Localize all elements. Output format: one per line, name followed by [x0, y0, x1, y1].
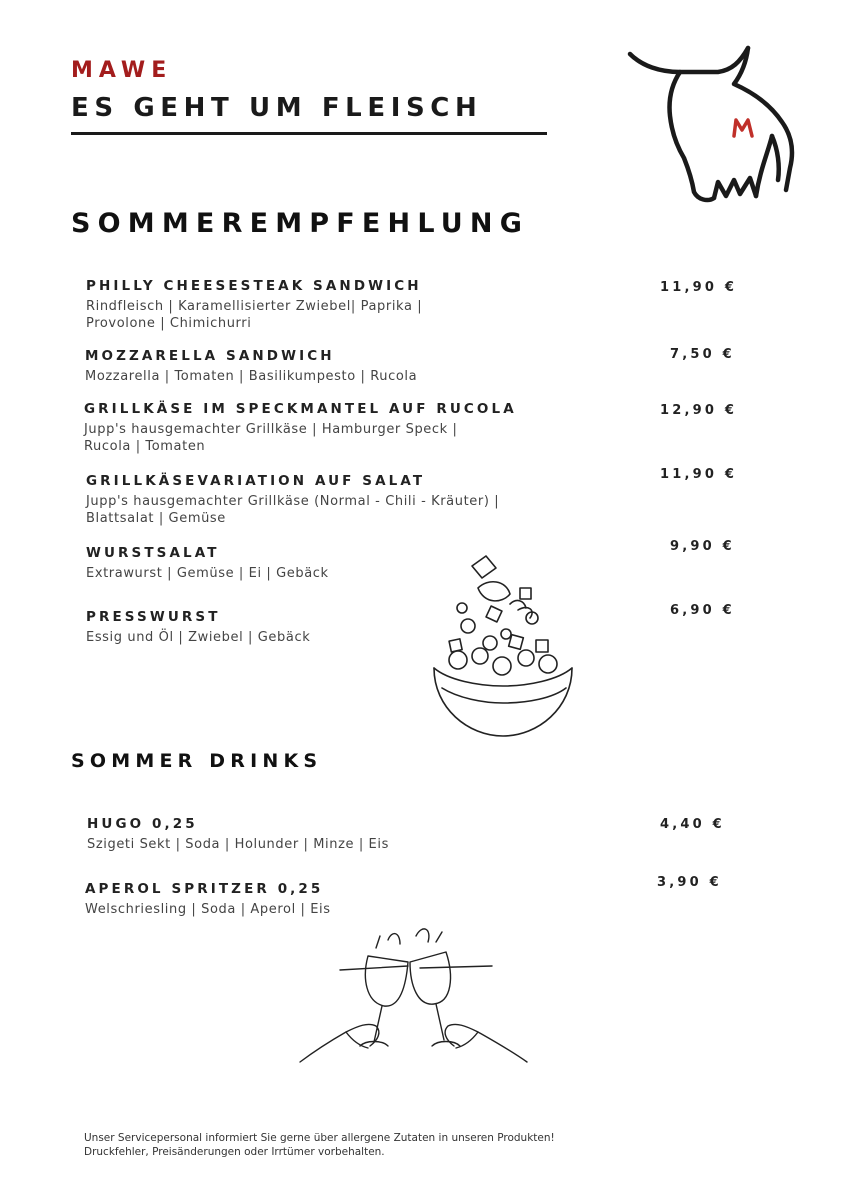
item-price: 3,90 € [657, 875, 722, 890]
item-name: HUGO 0,25 [87, 816, 198, 832]
item-price: 11,90 € [660, 280, 738, 295]
item-price: 7,50 € [670, 347, 735, 362]
salad-bowl-icon [428, 548, 578, 743]
item-description-line: Welschriesling | Soda | Aperol | Eis [85, 902, 331, 917]
menu-item [85, 348, 417, 385]
item-name: GRILLKÄSEVARIATION AUF SALAT [86, 473, 426, 489]
item-description-line: Rindfleisch | Karamellisierter Zwiebel| Paprika | [86, 299, 423, 314]
item-description-line: Provolone | Chimichurri [86, 316, 252, 331]
header-divider [71, 132, 547, 135]
section-title-sommerempfehlung: SOMMEREMPFEHLUNG [71, 208, 530, 239]
wine-toast-icon [296, 922, 531, 1082]
item-description [84, 421, 517, 455]
item-price: 6,90 € [670, 603, 735, 618]
item-description-line: Mozzarella | Tomaten | Basilikumpesto | Rucola [85, 369, 418, 384]
item-description-line: Rucola | Tomaten [84, 439, 206, 454]
item-name: APEROL SPRITZER 0,25 [85, 881, 324, 897]
item-description-line: Blattsalat | Gemüse [86, 511, 226, 526]
item-price: 12,90 € [660, 403, 738, 418]
tagline: ES GEHT UM FLEISCH [71, 93, 483, 123]
item-name: WURSTSALAT [86, 545, 220, 561]
item-description [87, 836, 389, 853]
menu-item [86, 278, 422, 332]
item-name: MOZZARELLA SANDWICH [85, 348, 335, 364]
item-name: PHILLY CHEESESTEAK SANDWICH [86, 278, 422, 294]
section-title-sommer-drinks: SOMMER DRINKS [71, 750, 323, 772]
menu-item [85, 881, 331, 918]
item-description-line: Szigeti Sekt | Soda | Holunder | Minze | Eis [87, 837, 389, 852]
bull-head-icon [622, 40, 802, 210]
item-name: PRESSWURST [86, 609, 221, 625]
item-description [86, 493, 499, 527]
item-description-line: Jupp's hausgemachter Grillkäse | Hamburger Speck | [84, 422, 458, 437]
item-name: GRILLKÄSE IM SPECKMANTEL AUF RUCOLA [84, 401, 517, 417]
menu-item [86, 609, 310, 646]
footer-line: Unser Servicepersonal informiert Sie gerne über allergene Zutaten in unseren Produkten! [84, 1132, 555, 1144]
item-description-line: Essig und Öl | Zwiebel | Gebäck [86, 630, 311, 645]
item-description [86, 298, 422, 332]
item-description [86, 565, 329, 582]
menu-item [86, 473, 499, 527]
item-description [85, 901, 331, 918]
item-price: 9,90 € [670, 539, 735, 554]
footer-line: Druckfehler, Preisänderungen oder Irrtümer vorbehalten. [84, 1146, 385, 1158]
allergen-disclaimer [84, 1131, 555, 1159]
item-description-line: Extrawurst | Gemüse | Ei | Gebäck [86, 566, 329, 581]
item-description [85, 368, 417, 385]
item-price: 4,40 € [660, 817, 725, 832]
item-description-line: Jupp's hausgemachter Grillkäse (Normal - Chili - Kräuter) | [86, 494, 500, 509]
brand-name: MAWE [71, 58, 173, 83]
item-price: 11,90 € [660, 467, 738, 482]
menu-item [87, 816, 389, 853]
menu-item [86, 545, 329, 582]
item-description [86, 629, 310, 646]
menu-item [84, 401, 517, 455]
